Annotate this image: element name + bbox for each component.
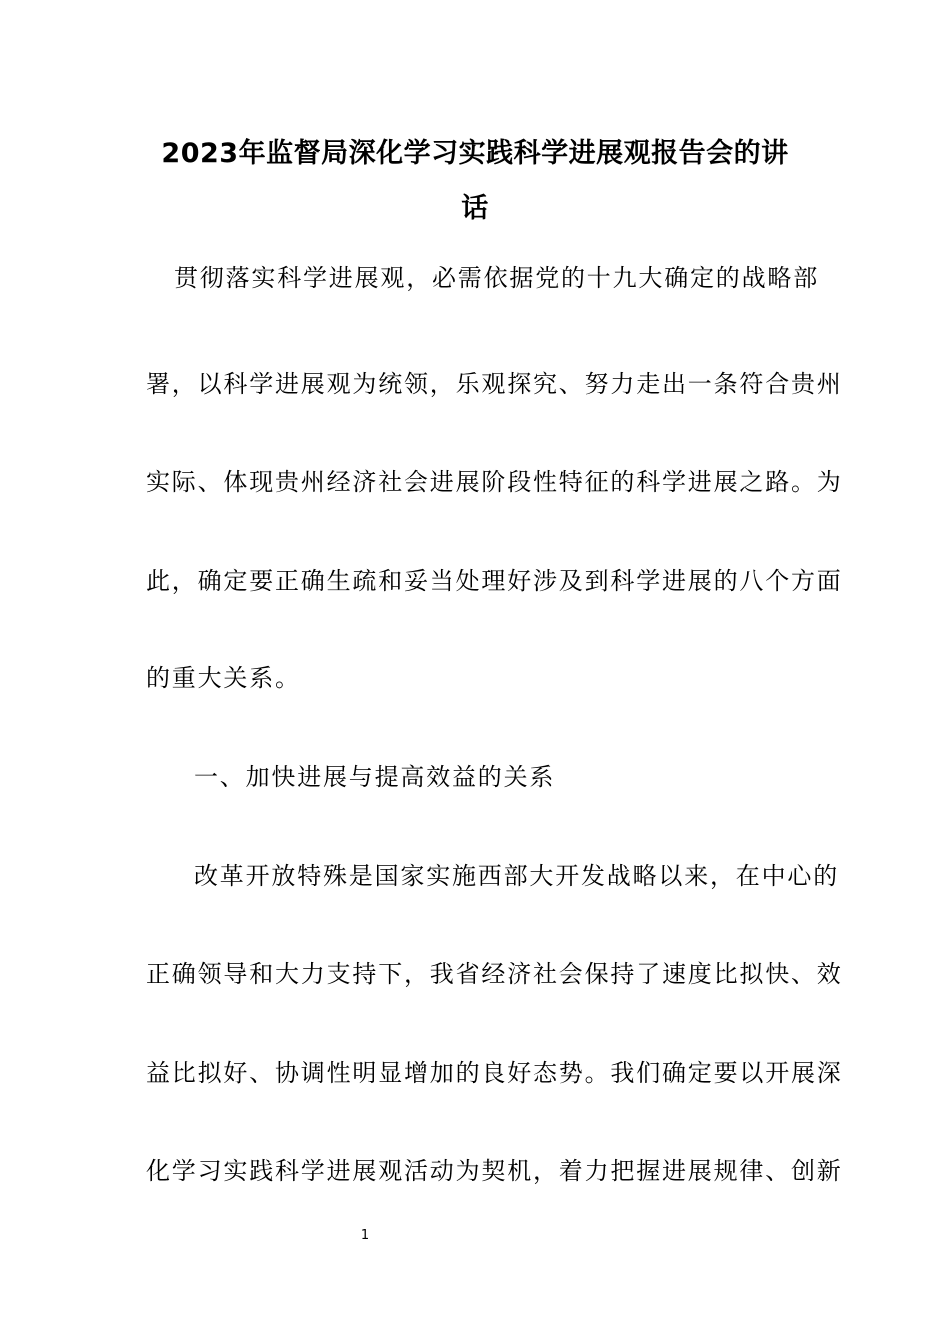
paragraph-1-line-3: 实际、体现贵州经济社会进展阶段性特征的科学进展之路。为 (146, 468, 843, 496)
document-title-line-2: 话 (461, 193, 489, 224)
paragraph-1-line-5: 的重大关系。 (146, 664, 301, 692)
paragraph-2-line-4: 化学习实践科学进展观活动为契机，着力把握进展规律、创新 (146, 1157, 843, 1185)
paragraph-2-line-3: 益比拟好、协调性明显增加的良好态势。我们确定要以开展深 (146, 1059, 843, 1087)
paragraph-2-line-2: 正确领导和大力支持下，我省经济社会保持了速度比拟快、效 (146, 960, 843, 988)
paragraph-1-line-2: 署，以科学进展观为统领，乐观探究、努力走出一条符合贵州 (146, 370, 843, 398)
paragraph-1-line-1: 贯彻落实科学进展观，必需依据党的十九大确定的战略部 (174, 264, 819, 292)
page-number: 1 (360, 1228, 370, 1243)
document-title-line-1: 2023年监督局深化学习实践科学进展观报告会的讲 (161, 138, 789, 169)
section-heading: 一、加快进展与提高效益的关系 (194, 763, 556, 791)
paragraph-1-line-4: 此，确定要正确生疏和妥当处理好涉及到科学进展的八个方面 (146, 567, 843, 595)
paragraph-2-line-1: 改革开放特殊是国家实施西部大开发战略以来，在中心的 (194, 862, 839, 890)
